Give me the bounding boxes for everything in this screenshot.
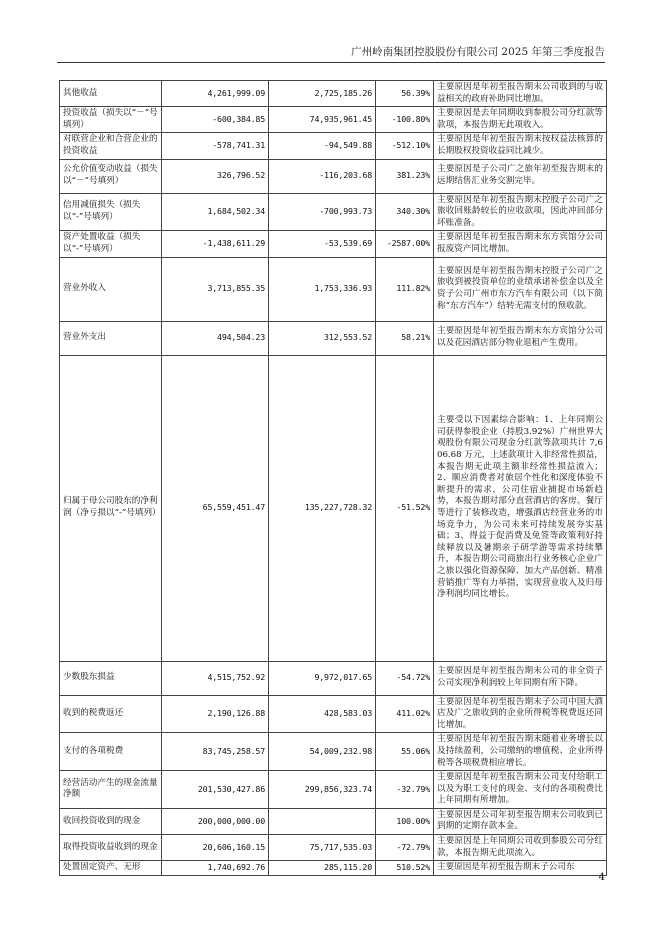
table-row <box>60 231 607 257</box>
row-change-reason: 主要原因是子公司广之旅年初至报告期末的远期结售汇业务交割完毕。 <box>434 159 607 193</box>
row-change-percent: 56.39% <box>376 81 434 107</box>
row-item-label: 经营活动产生的现金流量净额 <box>60 771 162 809</box>
row-item-label: 资产处置收益（损失以“-”号填列） <box>60 231 162 257</box>
row-change-reason: 主要原因是年初至报告期末公司支付给职工以及为职工支付的现金、支付的各项税费比上年同期有所增加。 <box>434 771 607 809</box>
row-prior-value: -94,549.88 <box>269 133 376 159</box>
table-row <box>60 835 607 861</box>
row-change-percent: 411.02% <box>376 695 434 733</box>
row-change-percent: 58.21% <box>376 321 434 355</box>
row-item-label: 信用减值损失（损失以“-”号填列） <box>60 193 162 231</box>
table-row <box>60 661 607 695</box>
row-change-reason: 主要原因是去年同期收到参股公司分红款等款项，本报告期无此项收入。 <box>434 107 607 133</box>
table-row <box>60 257 607 321</box>
row-current-value: 3,713,855.35 <box>162 257 269 321</box>
row-item-label: 公允价值变动收益（损失以“－”号填列） <box>60 159 162 193</box>
row-change-percent: -51.52% <box>376 355 434 661</box>
row-prior-value: 285,115.20 <box>269 861 376 876</box>
row-change-reason: 主要原因是年初至报告期末子公司东 <box>434 861 607 876</box>
row-current-value: 4,261,999.09 <box>162 81 269 107</box>
row-current-value: 201,530,427.86 <box>162 771 269 809</box>
row-current-value: 2,190,126.88 <box>162 695 269 733</box>
table-row <box>60 81 607 107</box>
table-row <box>60 808 607 834</box>
row-change-percent: -54.72% <box>376 661 434 695</box>
row-item-label: 对联营企业和合营企业的投资收益 <box>60 133 162 159</box>
row-change-reason: 主要原因是年初至报告期末公司收到的与收益相关的政府补助同比增加。 <box>434 81 607 107</box>
row-prior-value: 312,553.52 <box>269 321 376 355</box>
row-item-label: 营业外收入 <box>60 257 162 321</box>
row-change-percent: -2587.00% <box>376 231 434 257</box>
row-prior-value: 9,972,017.65 <box>269 661 376 695</box>
table-row <box>60 771 607 809</box>
row-change-reason: 主要原因是年初至报告期末公司的非全资子公司实现净利润较上年同期有所下降。 <box>434 661 607 695</box>
row-prior-value: 54,009,232.98 <box>269 733 376 771</box>
header-divider <box>57 62 605 63</box>
row-prior-value: 2,725,185.26 <box>269 81 376 107</box>
row-current-value: -1,438,611.29 <box>162 231 269 257</box>
row-current-value: 326,796.52 <box>162 159 269 193</box>
row-item-label: 归属于母公司股东的净利润（净亏损以“-”号填列） <box>60 355 162 661</box>
row-current-value: 4,515,752.92 <box>162 661 269 695</box>
row-change-reason: 主要原因是年初至报告期末按权益法核算的长期股权投资收益同比减少。 <box>434 133 607 159</box>
row-prior-value: 135,227,728.32 <box>269 355 376 661</box>
row-change-percent: -32.79% <box>376 771 434 809</box>
row-current-value: 20,606,160.15 <box>162 835 269 861</box>
financial-change-table <box>59 80 607 876</box>
row-change-percent: 111.82% <box>376 257 434 321</box>
row-current-value: -600,384.85 <box>162 107 269 133</box>
row-current-value: 1,684,502.34 <box>162 193 269 231</box>
row-current-value: 83,745,258.57 <box>162 733 269 771</box>
row-prior-value: 74,935,961.45 <box>269 107 376 133</box>
row-prior-value: 75,717,535.03 <box>269 835 376 861</box>
row-change-reason: 主要受以下因素综合影响：1、上年同期公司获得参股企业（持股3.92%）广州世界大观股份有限公司现金分红款等款项共计 7,606.68 万元，上述款项计入非经常性损益，本报告期无此项主额非经常性损益流入；2、顺应消费者对旅居个性化和深度体验不断提升的需求，公司住宿业捕捉市场新趋势，本报告期对部分直营酒店的客房、餐厅等进行了装修改造，增强酒店经营业务的市场竞争力，为公司未来可持续发展夯实基础；3、得益于促消费及免签等政策利好持续释放以及暑期亲子研学游等需求持续攀升，本报告期公司商旅出行业务核心企业广之旅以强化资源保障、加大产品创新、精准营销推广等有力举措，实现营业收入及归母净利润均同比增长。 <box>434 355 607 661</box>
row-change-percent: 55.06% <box>376 733 434 771</box>
row-prior-value: 1,753,336.93 <box>269 257 376 321</box>
table-body <box>60 81 607 876</box>
report-header-title: 广州岭南集团控股股份有限公司 2025 年第三季度报告 <box>351 46 605 58</box>
row-prior-value: -116,203.68 <box>269 159 376 193</box>
table-row <box>60 861 607 876</box>
row-change-reason: 主要原因是年初至报告期末东方宾馆分公司以及花园酒店部分物业退租产生费用。 <box>434 321 607 355</box>
row-change-reason: 主要原因是上年同期公司收到参股公司分红款，本报告期无此项流入。 <box>434 835 607 861</box>
row-current-value: 1,740,692.76 <box>162 861 269 876</box>
row-item-label: 收到的税费返还 <box>60 695 162 733</box>
row-change-percent: -512.10% <box>376 133 434 159</box>
table-row <box>60 321 607 355</box>
row-prior-value: 299,856,323.74 <box>269 771 376 809</box>
row-current-value: -578,741.31 <box>162 133 269 159</box>
row-change-percent: 510.52% <box>376 861 434 876</box>
table-row <box>60 733 607 771</box>
row-item-label: 营业外支出 <box>60 321 162 355</box>
table-row <box>60 355 607 661</box>
row-change-percent: 100.00% <box>376 808 434 834</box>
row-change-reason: 主要原因是公司年初至报告期末公司收到已到期的定期存款本金。 <box>434 808 607 834</box>
row-item-label: 少数股东损益 <box>60 661 162 695</box>
row-item-label: 取得投资收益收到的现金 <box>60 835 162 861</box>
row-change-reason: 主要原因是年初至报告期末东方宾馆分公司报废资产同比增加。 <box>434 231 607 257</box>
row-current-value: 65,559,451.47 <box>162 355 269 661</box>
row-item-label: 支付的各项税费 <box>60 733 162 771</box>
table-row <box>60 133 607 159</box>
row-change-percent: -72.79% <box>376 835 434 861</box>
row-item-label: 收回投资收到的现金 <box>60 808 162 834</box>
table-row <box>60 193 607 231</box>
row-current-value: 200,000,000.00 <box>162 808 269 834</box>
row-prior-value: -53,539.69 <box>269 231 376 257</box>
row-item-label: 其他收益 <box>60 81 162 107</box>
row-item-label: 投资收益（损失以“－”号填列） <box>60 107 162 133</box>
row-change-percent: 381.23% <box>376 159 434 193</box>
row-change-reason: 主要原因是年初至报告期末随着业务增长以及持续盈利，公司缴纳的增值税、企业所得税等各项税费相应增长。 <box>434 733 607 771</box>
row-prior-value: 428,583.03 <box>269 695 376 733</box>
row-change-reason: 主要原因是年初至报告期末控股子公司广之旅收回账龄较长的应收款项，因此冲回部分坏账准备。 <box>434 193 607 231</box>
row-change-reason: 主要原因是年初至报告期末控股子公司广之旅收到被投资单位的业绩承诺补偿金以及全资子公司广州市东方汽车有限公司（以下简称“东方汽车”）结转无需支付的预收款。 <box>434 257 607 321</box>
table-row <box>60 695 607 733</box>
row-change-percent: -100.80% <box>376 107 434 133</box>
row-change-percent: 340.30% <box>376 193 434 231</box>
table-row <box>60 159 607 193</box>
page-number: 4 <box>598 872 605 883</box>
table-row <box>60 107 607 133</box>
row-item-label: 处置固定资产、无形 <box>60 861 162 876</box>
row-current-value: 494,504.23 <box>162 321 269 355</box>
row-prior-value <box>269 808 376 834</box>
row-change-reason: 主要原因是年初至报告期末子公司中国大酒店及广之旅收到的企业所得税等税费返还同比增加。 <box>434 695 607 733</box>
row-prior-value: -700,993.73 <box>269 193 376 231</box>
